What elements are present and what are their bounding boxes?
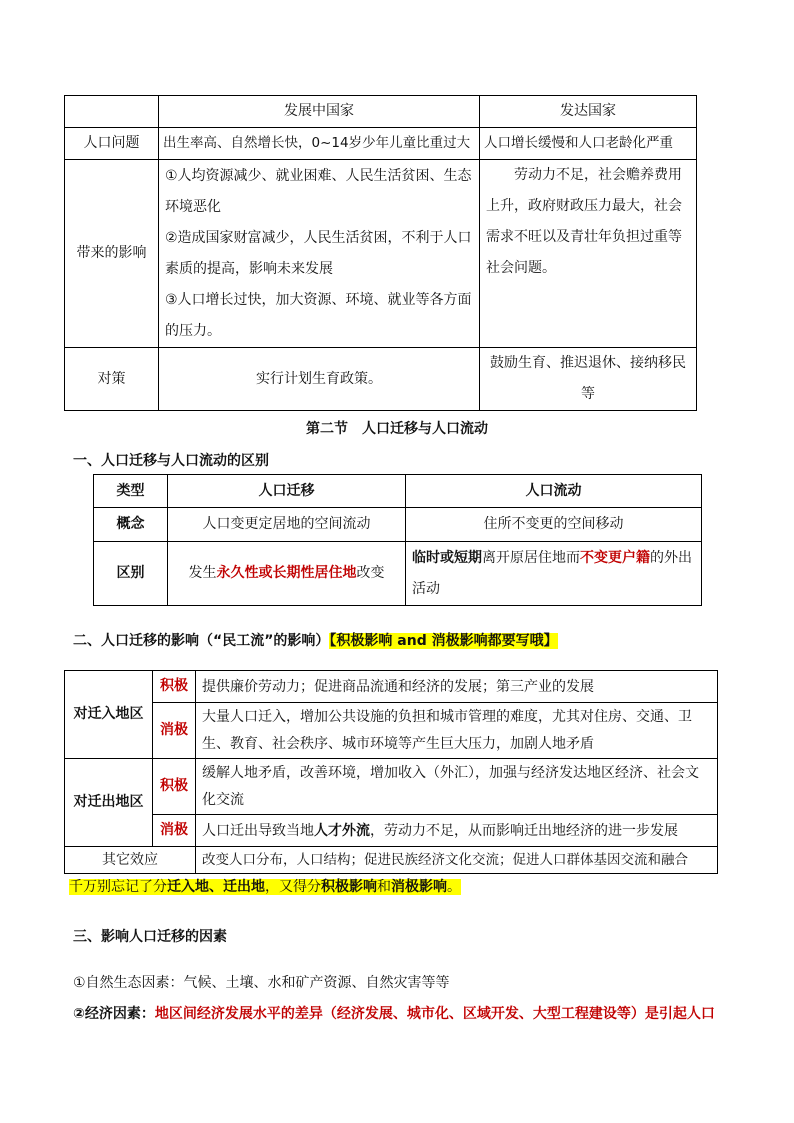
row-label: 人口问题	[65, 128, 159, 160]
cell-developed: 人口增长缓慢和人口老龄化严重	[480, 128, 697, 160]
row-label: 概念	[94, 508, 168, 542]
table-row	[65, 160, 697, 348]
cell-developing: 出生率高、自然增长快，0~14岁少年儿童比重过大	[159, 128, 480, 160]
label-positive: 积极	[153, 759, 196, 815]
header-cell-flow: 人口流动	[406, 475, 702, 508]
migration-impact-table	[64, 670, 718, 874]
cell-out-positive: 缓解人地矛盾，改善环境，增加收入（外汇），加强与经济发达地区经济、社会文化交流	[196, 759, 718, 815]
header-cell-developed: 发达国家	[480, 96, 697, 128]
row-label: 带来的影响	[65, 160, 159, 348]
heading-s2: 二、人口迁移的影响（“民工流”的影响）【积极影响 and 消极影响都要写哦】	[73, 633, 558, 649]
table-row	[94, 542, 702, 606]
row-label-out: 对迁出地区	[65, 759, 153, 847]
table-row	[65, 703, 718, 759]
header-cell-type: 类型	[94, 475, 168, 508]
heading-s1: 一、人口迁移与人口流动的区别	[73, 453, 269, 469]
factor-economic: ②经济因素：地区间经济发展水平的差异（经济发展、城市化、区域开发、大型工程建设等）是引起人口	[73, 1006, 715, 1022]
cell-developed: 鼓励生育、推迟退休、接纳移民等	[480, 348, 697, 411]
table-row	[94, 508, 702, 542]
row-label-other: 其它效应	[65, 847, 196, 874]
keyword-talent-loss: 人才外流	[314, 822, 370, 839]
highlight-note: 【积极影响 and 消极影响都要写哦】	[329, 633, 558, 649]
keyword-no-household-change: 不变更户籍	[580, 549, 650, 566]
keyword-economic-gap: 地区间经济发展水平的差异（经济发展、城市化、区域开发、大型工程建设等）是引起人口	[154, 1006, 715, 1022]
cell-out-negative: 人口迁出导致当地人才外流，劳动力不足，从而影响迁出地经济的进一步发展	[196, 815, 718, 847]
row-label: 区别	[94, 542, 168, 606]
table-row	[65, 671, 718, 703]
cell-developed: 劳动力不足，社会赡养费用上升，政府财政压力最大，社会需求不旺以及青壮年负担过重等社会问题。	[480, 160, 697, 348]
cell-developing: 实行计划生育政策。	[159, 348, 480, 411]
population-problems-table	[64, 95, 697, 411]
impact-point-2: ②造成国家财富减少，人民生活贫困，不利于人口素质的提高，影响未来发展	[165, 229, 472, 277]
cell-other: 改变人口分布，人口结构；促进民族经济文化交流；促进人口群体基因交流和融合	[196, 847, 718, 874]
row-label: 对策	[65, 348, 159, 411]
cell-in-negative: 大量人口迁入，增加公共设施的负担和城市管理的难度，尤其对住房、交通、卫生、教育、社会秩序、城市环境等产生巨大压力，加剧人地矛盾	[196, 703, 718, 759]
cell-flow: 住所不变更的空间移动	[406, 508, 702, 542]
cell-flow: 临时或短期离开原居住地而不变更户籍的外出活动	[406, 542, 702, 606]
table-row	[65, 847, 718, 874]
keyword-temporary: 临时或短期	[412, 549, 482, 566]
table-row	[65, 128, 697, 160]
table-row	[65, 348, 697, 411]
cell-in-positive: 提供廉价劳动力；促进商品流通和经济的发展；第三产业的发展	[196, 671, 718, 703]
migration-flow-table	[93, 474, 702, 606]
heading-s3: 三、影响人口迁移的因素	[73, 929, 227, 945]
label-negative: 消极	[153, 815, 196, 847]
cell-developing	[159, 160, 480, 348]
header-cell-migration: 人口迁移	[168, 475, 406, 508]
table-row	[65, 759, 718, 815]
header-cell-empty	[65, 96, 159, 128]
label-positive: 积极	[153, 671, 196, 703]
table-row	[65, 96, 697, 128]
factor-natural: ①自然生态因素：气候、土壤、水和矿产资源、自然灾害等等	[73, 975, 450, 991]
cell-migration: 发生永久性或长期性居住地改变	[168, 542, 406, 606]
keyword-permanent: 永久性或长期性居住地	[216, 565, 357, 581]
impact-point-1: ①人均资源减少、就业困难、人民生活贫困、生态环境恶化	[165, 167, 472, 215]
impact-point-3: ③人口增长过快，加大资源、环境、就业等各方面的压力。	[165, 291, 472, 339]
label-negative: 消极	[153, 703, 196, 759]
row-label-in: 对迁入地区	[65, 671, 153, 759]
table-row	[94, 475, 702, 508]
header-cell-developing: 发展中国家	[159, 96, 480, 128]
cell-migration: 人口变更定居地的空间流动	[168, 508, 406, 542]
reminder-note: 千万别忘记了分迁入地、迁出地，又得分积极影响和消极影响。	[69, 879, 461, 895]
section-title: 第二节 人口迁移与人口流动	[306, 421, 488, 437]
table-row	[65, 815, 718, 847]
